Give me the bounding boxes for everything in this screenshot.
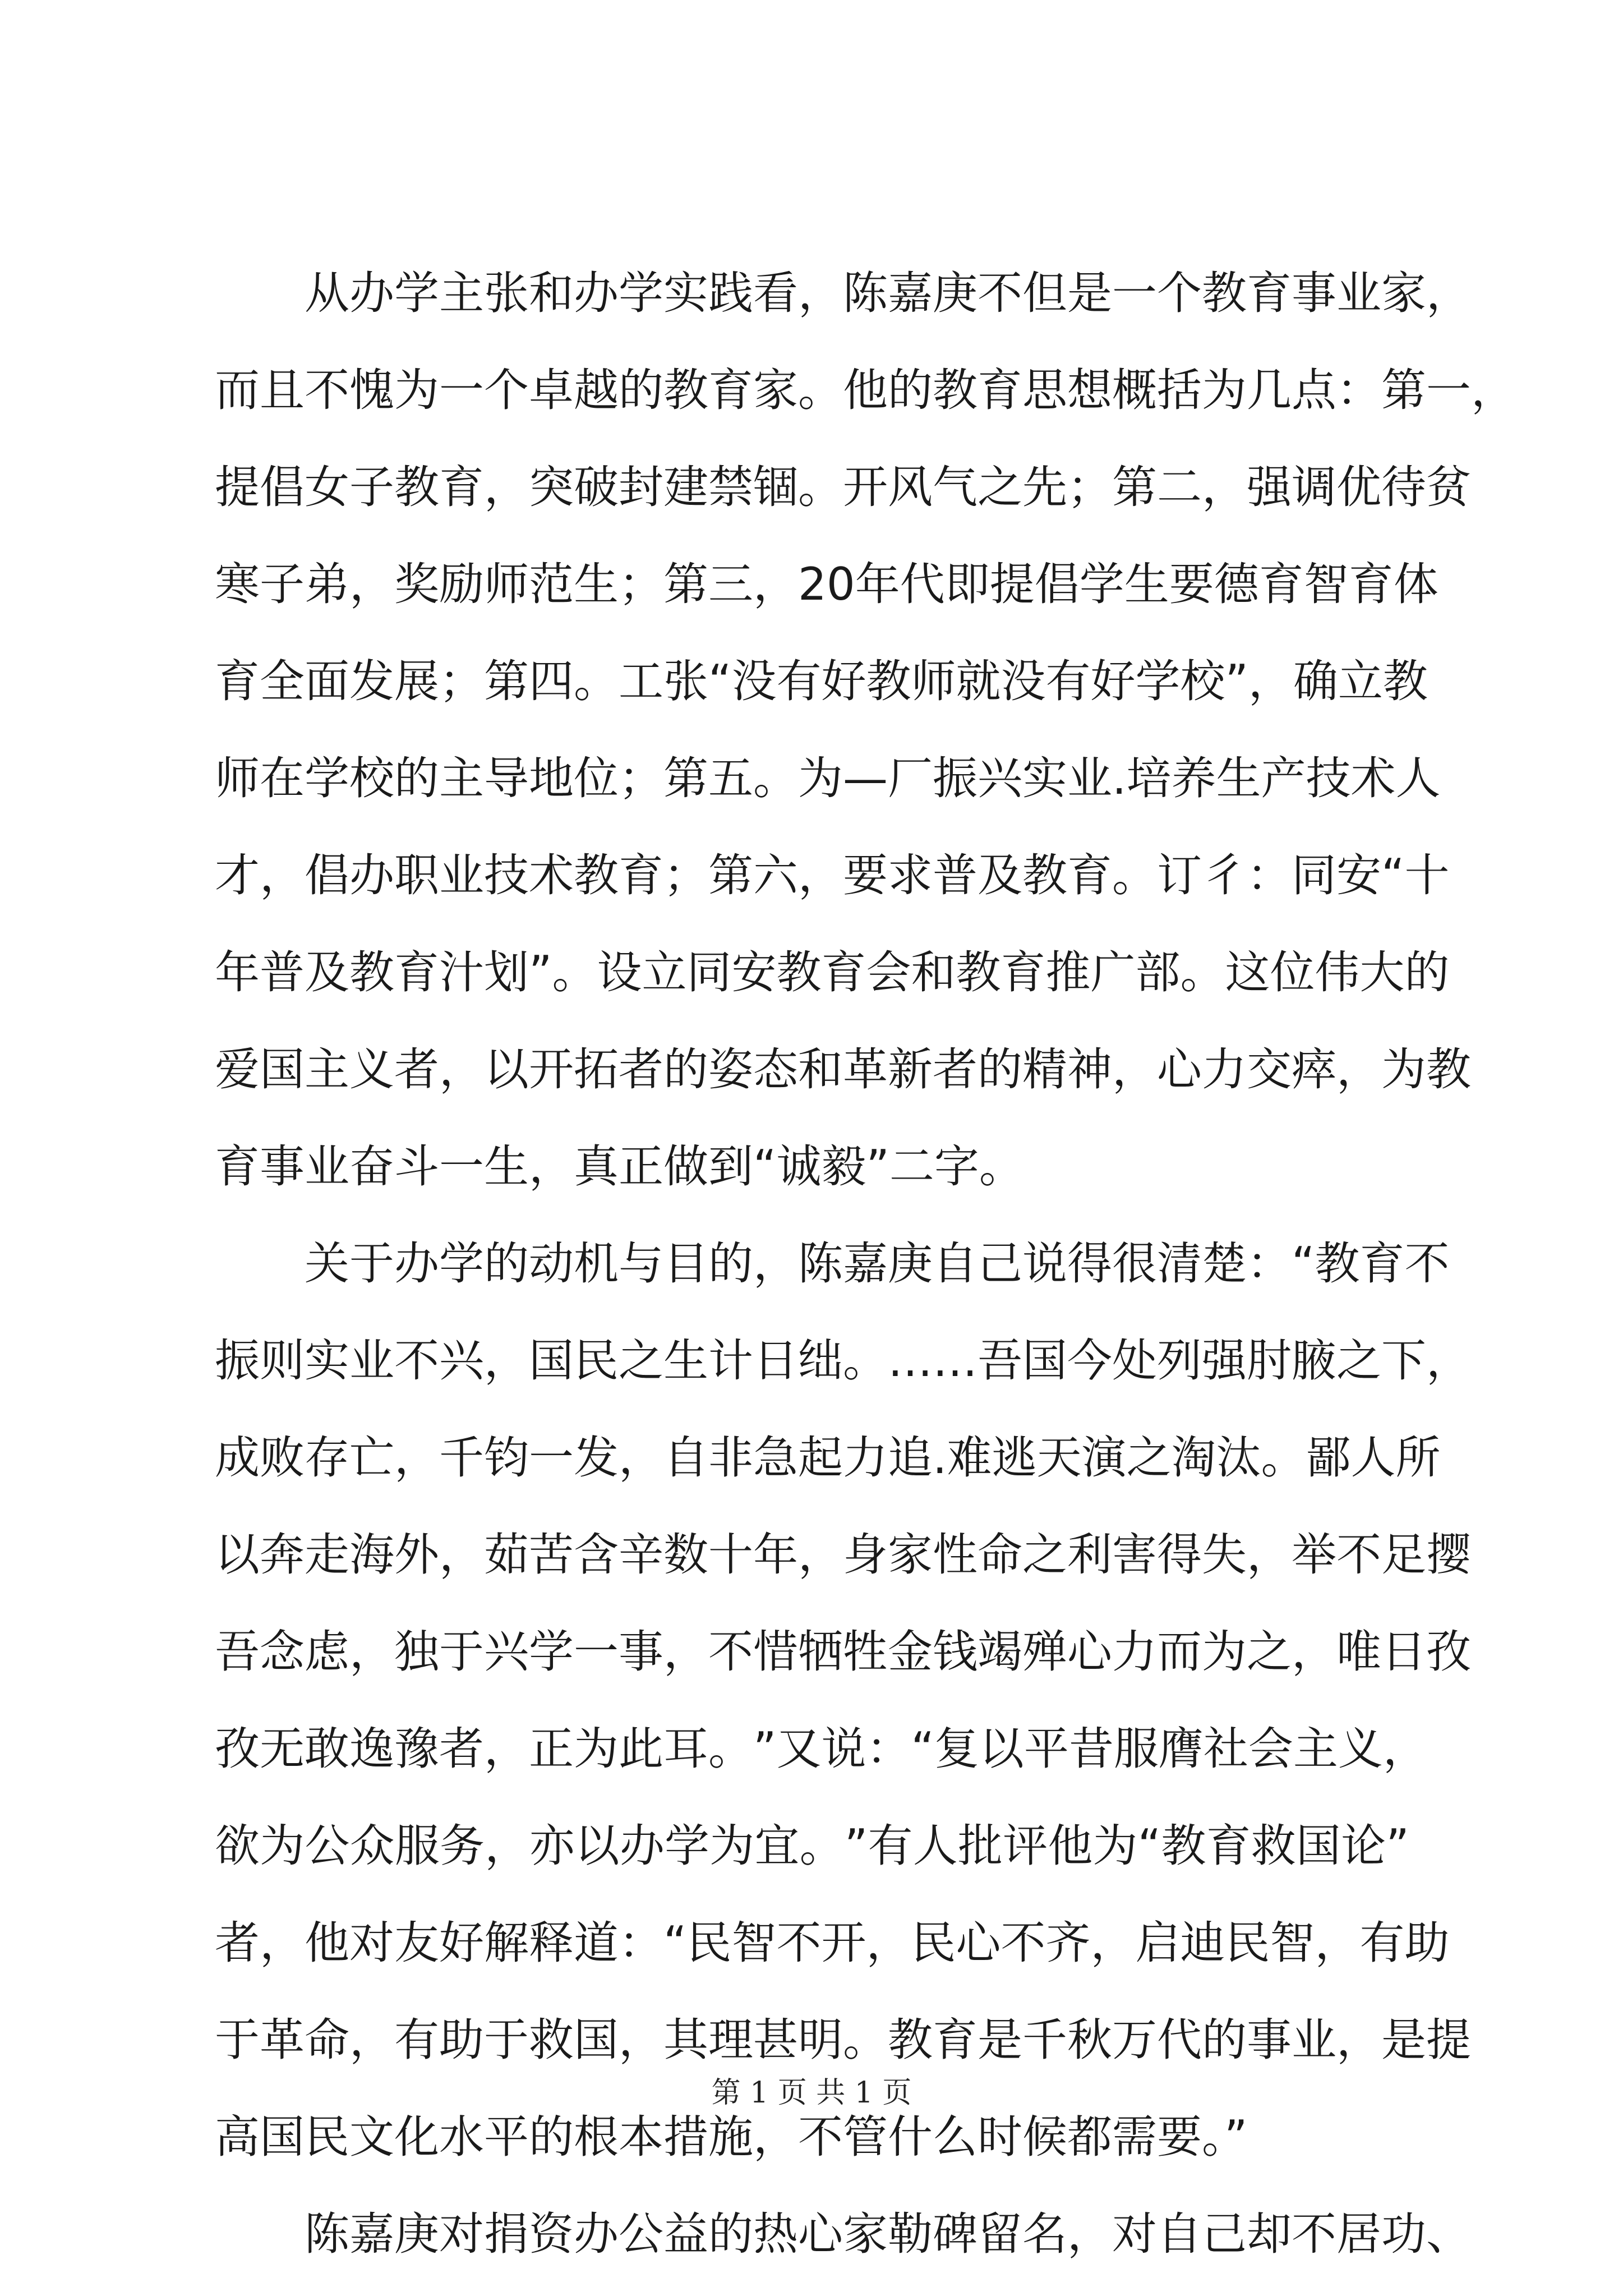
text-line: 以 奔 走 海 外 ， 茹 苦 含 辛 数 十 年 ， 身 家 性 命 之 利 害 得 失 ， 举 不 足 撄	[215, 1529, 1471, 1581]
text-line: 欲 为 公 众 服 务 ， 亦 以 办 学 为 宜 。 ” 有 人 批 评 他 为 “ 教 育 救 国 论 ”	[215, 1820, 1409, 1872]
text-line: 育 全 面 发 展 ； 第 四 。 工 张 “ 没 有 好 教 师 就 没 有 好 学 校 ” ， 确 立 教	[215, 655, 1428, 707]
text-line: 才 ， 倡 办 职 业 技 术 教 育 ； 第 六 ， 要 求 普 及 教 育 。 订 彳 ： 同 安 “ 十	[215, 849, 1450, 901]
page-footer: 第 1 页 共 1 页	[711, 2076, 912, 2110]
text-line: 振 则 实 业 不 兴 ， 国 民 之 生 计 日 绌 。 … … 吾 国 今 处 列 强 肘 腋 之 下 ，	[215, 1335, 1471, 1387]
text-line: 育事业奋斗一生，真正做到“诚毅”二字。	[215, 1140, 1024, 1193]
text-line: 吾 念 虑 ， 独 于 兴 学 一 事 ， 不 惜 牺 牲 金 钱 竭 殚 心 力 而 为 之 ， 唯 日 孜	[215, 1626, 1471, 1678]
text-line: 高国民文化水平的根本措施，不管什么时候都需要。”	[215, 2111, 1248, 2163]
text-line: 爱 国 主 义 者 ， 以 开 拓 者 的 姿 态 和 革 新 者 的 精 神 ， 心 力 交 瘁 ， 为 教	[215, 1043, 1471, 1096]
text-line: 陈 嘉 庚 对 捐 资 办 公 益 的 热 心 家 勒 碑 留 名 ， 对 自 己 却 不 居 功 、	[305, 2208, 1471, 2260]
text-line: 从 办 学 主 张 和 办 学 实 践 看 ， 陈 嘉 庚 不 但 是 一 个 教 育 事 业 家 ，	[305, 267, 1471, 319]
text-line: 关 于 办 学 的 动 机 与 目 的 ， 陈 嘉 庚 自 己 说 得 很 清 楚 ： “ 教 育 不	[305, 1237, 1450, 1290]
text-line: 孜 无 敢 逸 豫 者 ， 正 为 此 耳 。 ” 又 说 ： “ 复 以 平 昔 服 膺 社 会 主 义 ，	[215, 1723, 1428, 1775]
text-line: 者 ， 他 对 友 好 解 释 道 ： “ 民 智 不 开 ， 民 心 不 齐 ， 启 迪 民 智 ， 有 助	[215, 1917, 1450, 1969]
text-line: 师 在 学 校 的 主 导 地 位 ； 第 五 。 为 — 厂 振 兴 实 业 . 培 养 生 产 技 术 人	[215, 752, 1441, 804]
text-line: 年 普 及 教 育 汁 划 ” 。 设 立 同 安 教 育 会 和 教 育 推 广 部 。 这 位 伟 大 的	[215, 946, 1450, 999]
text-line: 提 倡 女 子 教 育 ， 突 破 封 建 禁 锢 。 开 风 气 之 先 ； 第 二 ， 强 调 优 待 贫	[215, 461, 1471, 513]
text-line: 成 败 存 亡 ， 千 钧 一 发 ， 自 非 急 起 力 追 . 难 逃 天 演 之 淘 汰 。 鄙 人 所	[215, 1432, 1441, 1484]
text-line: 于 革 命 ， 有 助 于 救 国 ， 其 理 甚 明 。 教 育 是 千 秋 万 代 的 事 业 ， 是 提	[215, 2014, 1471, 2066]
text-line: 而 且 不 愧 为 一 个 卓 越 的 教 育 家 。 他 的 教 育 思 想 概 括 为 几 点 ： 第 一 ，	[215, 364, 1516, 416]
text-line: 寒 子 弟 ， 奖 励 师 范 生 ； 第 三 ， 20 年 代 即 提 倡 学 生 要 德 育 智 育 体	[215, 558, 1438, 610]
body-text	[215, 245, 1516, 2283]
